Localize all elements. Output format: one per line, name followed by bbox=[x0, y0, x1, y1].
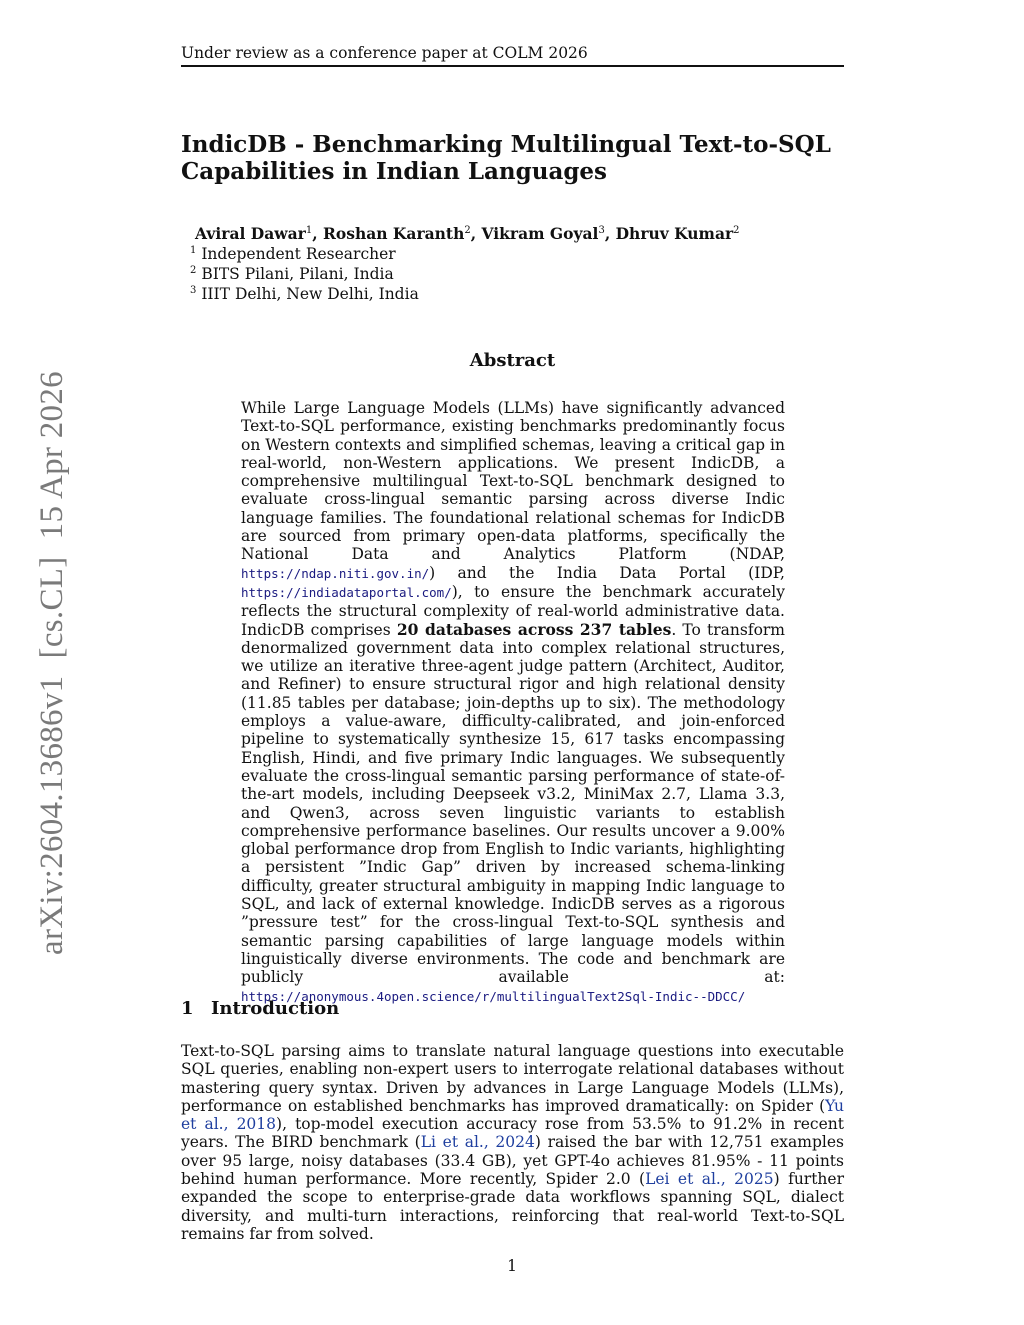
paper-title: IndicDB - Benchmarking Multilingual Text-to-SQL Capabilities in Indian Languages bbox=[181, 131, 831, 185]
abstract-text: ) and the India Data Portal (IDP, bbox=[429, 563, 785, 582]
author-separator: , bbox=[312, 224, 323, 243]
code-repository-link[interactable]: https://anonymous.4open.science/r/multilingualText2Sql-Indic--DDCC/ bbox=[241, 988, 746, 1004]
author-name: Vikram Goyal bbox=[481, 224, 599, 243]
abstract-bold-stats: 20 databases across 237 tables bbox=[396, 619, 672, 639]
author-name: Dhruv Kumar bbox=[615, 224, 734, 243]
abstract-text: . To transform denormalized government data into complex relational structures, we utilize an iterative three-agent judge pattern (Architect, Auditor, and Refiner) to ensure structural rigor and high relational density (11.85 tables per database; join-depths up to six). The methodology employs a value-aware, difficulty-calibrated, and join-enforced pipeline to systematically synthesize 15, 617 tasks encompassing English, Hindi, and five primary Indic languages. We subsequently evaluate the cross-lingual semantic parsing performance of state-of-the-art models, including Deepseek v3.2, MiniMax 2.7, Llama 3.3, and Qwen3, across seven linguistic variants to establish comprehensive performance baselines. Our results uncover a 9.00% global performance drop from English to Indic variants, highlighting a persistent ”Indic Gap” driven by increased schema-linking difficulty, greater structural ambiguity in mapping Indic language to SQL, and lack of external knowledge. IndicDB serves as a rigorous ”pressure test” for the cross-lingual Text-to-SQL synthesis and semantic parsing capabilities of large language models within linguistically diverse environments. The code and benchmark are publicly available at: bbox=[241, 620, 786, 987]
citation-link[interactable]: Yu et al., 2018 bbox=[181, 1096, 844, 1134]
affiliation bbox=[190, 284, 419, 304]
intro-text: ) further expanded the scope to enterprise-grade data workflows spanning SQL, dialect diversity, and multi-turn interactions, reinforcing that real-world Text-to-SQL remains far from solved. bbox=[181, 1170, 845, 1243]
section-heading bbox=[181, 998, 339, 1019]
intro-text: ) raised the bar with 12,751 examples over 95 large, noisy databases (33.4 GB), yet GPT-4o achieves 81.95% - 11 points behind human performance. More recently, Spider 2.0 ( bbox=[181, 1133, 844, 1189]
page-number: 1 bbox=[507, 1257, 517, 1275]
author-name: Aviral Dawar bbox=[195, 224, 306, 243]
affiliation-text: IIIT Delhi, New Delhi, India bbox=[201, 285, 419, 303]
author-list bbox=[195, 224, 740, 244]
citation-link[interactable]: Li et al., 2024 bbox=[420, 1133, 535, 1152]
ndap-link[interactable]: https://ndap.niti.gov.in/ bbox=[241, 565, 430, 581]
idp-link[interactable]: https://indiadataportal.com/ bbox=[241, 584, 452, 600]
abstract-heading: Abstract bbox=[469, 350, 556, 371]
affiliation bbox=[190, 244, 396, 264]
affiliation-text: Independent Researcher bbox=[201, 245, 396, 263]
author-affiliation-mark: 2 bbox=[464, 225, 471, 236]
intro-text: ), top-model execution accuracy rose from 53.5% to 91.2% in recent years. The BIRD benchmark ( bbox=[181, 1115, 844, 1152]
author-separator: , bbox=[470, 224, 482, 243]
section-number: 1 bbox=[181, 998, 194, 1019]
abstract-body bbox=[241, 399, 785, 1006]
affiliation-text: BITS Pilani, Pilani, India bbox=[201, 265, 394, 283]
header-rule bbox=[181, 65, 844, 67]
author-affiliation-mark: 3 bbox=[598, 225, 605, 236]
citation-link[interactable]: Lei et al., 2025 bbox=[645, 1170, 774, 1189]
author-name: Roshan Karanth bbox=[323, 224, 465, 243]
affiliation-mark: 3 bbox=[190, 285, 197, 296]
introduction-paragraph bbox=[181, 1042, 844, 1243]
affiliation bbox=[190, 264, 394, 284]
intro-text: Text-to-SQL parsing aims to translate natural language questions into executable SQL queries, enabling non-expert users to interrogate relational databases without mastering query syntax. Driven by advances in Large Language Models (LLMs), performance on established benchmarks has improved dramatically: on Spider ( bbox=[181, 1042, 844, 1115]
abstract-text: While Large Language Models (LLMs) have significantly advanced Text-to-SQL performance, existing benchmarks predominantly focus on Western contexts and simplified schemas, leaving a critical gap in real-world, non-Western applications. We present IndicDB, a comprehensive multilingual Text-to-SQL benchmark designed to evaluate cross-lingual semantic parsing across diverse Indic language families. The foundational relational schemas for IndicDB are sourced from primary open-data platforms, specifically the National Data and Analytics Platform (NDAP, bbox=[241, 399, 785, 564]
affiliation-mark: 1 bbox=[190, 245, 197, 256]
author-separator: , bbox=[604, 224, 616, 243]
arxiv-identifier-stamp: arXiv:2604.13686v1 [cs.CL] 15 Apr 2026 bbox=[34, 371, 70, 955]
author-affiliation-mark: 2 bbox=[733, 225, 740, 236]
section-title: Introduction bbox=[211, 998, 340, 1019]
affiliation-mark: 2 bbox=[190, 265, 197, 276]
running-header: Under review as a conference paper at COLM 2026 bbox=[181, 44, 588, 62]
author-affiliation-mark: 1 bbox=[305, 225, 313, 236]
abstract-text: ), to ensure the benchmark accurately reflects the structural complexity of real-world administrative data. IndicDB comprises bbox=[241, 582, 785, 639]
